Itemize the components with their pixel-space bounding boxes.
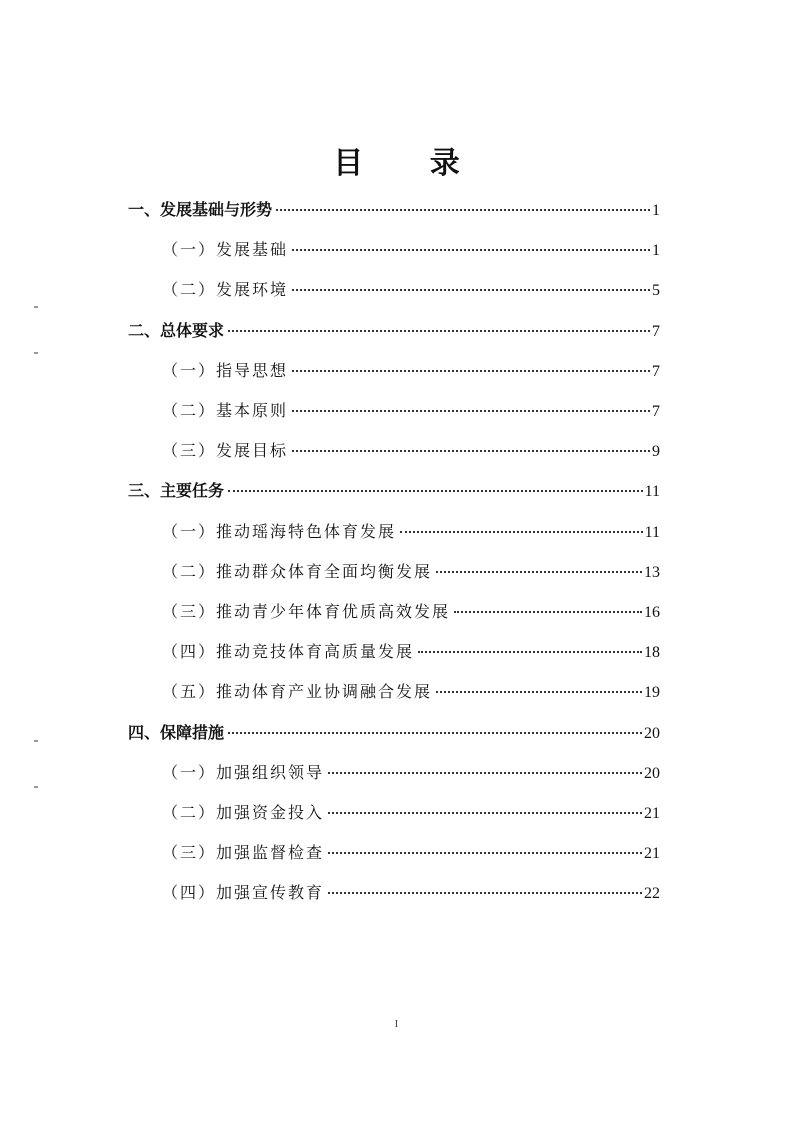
toc-entry-page: 20 — [644, 724, 660, 742]
toc-entry[interactable] — [162, 841, 660, 865]
toc-entry[interactable] — [162, 680, 660, 704]
toc-entry-page: 16 — [644, 604, 660, 621]
dot-leader — [400, 531, 643, 533]
toc-entry-page: 18 — [644, 644, 660, 662]
dot-leader — [292, 370, 650, 372]
toc-entry[interactable] — [162, 640, 660, 664]
toc-entry-label: （二）加强资金投入 — [162, 803, 325, 822]
toc-entry-label: （一）发展基础 — [162, 240, 289, 260]
scan-artifact — [34, 740, 38, 742]
toc-entry-label: （一）加强组织领导 — [162, 762, 325, 782]
toc-entry[interactable] — [162, 560, 660, 584]
dot-leader — [436, 691, 642, 693]
toc-entry-page: 22 — [644, 885, 660, 903]
scan-artifact — [34, 306, 38, 308]
toc-entry[interactable] — [162, 359, 660, 383]
dot-leader — [292, 289, 650, 291]
toc-entry-page: 9 — [652, 443, 660, 461]
dot-leader — [292, 410, 650, 412]
toc-entry-label: 二、总体要求 — [128, 320, 225, 340]
toc-entry[interactable] — [128, 721, 660, 745]
toc-entry[interactable] — [162, 520, 660, 544]
dot-leader — [454, 611, 642, 613]
toc-entry-label: （二）推动群众体育全面均衡发展 — [162, 561, 433, 581]
toc-entry-label: （四）加强宣传教育 — [162, 883, 325, 903]
page-title: 目 录 — [333, 146, 488, 181]
scan-artifact — [34, 352, 38, 354]
dot-leader — [328, 892, 642, 894]
dot-leader — [228, 490, 643, 492]
toc-entry-page: 11 — [644, 523, 660, 541]
toc-entry-page: 5 — [652, 282, 660, 300]
dot-leader — [292, 249, 650, 251]
toc-entry-label: （三）推动青少年体育优质高效发展 — [162, 602, 451, 621]
dot-leader — [328, 852, 642, 854]
toc-entry[interactable] — [162, 439, 660, 463]
toc-entry-label: （二）发展环境 — [162, 280, 289, 300]
dot-leader — [328, 772, 642, 774]
toc-entry-label: （五）推动体育产业协调融合发展 — [162, 682, 433, 702]
toc-entry-label: （三）加强监督检查 — [162, 843, 325, 863]
toc-entry-page: 21 — [644, 845, 660, 863]
dot-leader — [328, 812, 642, 814]
toc-entry-label: （四）推动竞技体育高质量发展 — [162, 642, 415, 662]
dot-leader — [228, 330, 650, 332]
toc-entry-label: （二）基本原则 — [162, 401, 289, 420]
toc-entry-page: 7 — [652, 322, 660, 340]
toc-entry-page: 7 — [652, 362, 660, 380]
dot-leader — [292, 450, 650, 452]
toc-entry[interactable] — [162, 881, 660, 905]
toc-entry[interactable] — [162, 761, 660, 785]
toc-entry-label: 三、主要任务 — [128, 481, 225, 501]
toc-entry[interactable] — [162, 278, 660, 302]
toc-entry[interactable] — [162, 801, 660, 825]
toc-entry-page: 20 — [644, 764, 660, 782]
scan-artifact — [34, 786, 38, 788]
toc-entry-page: 1 — [652, 242, 660, 260]
toc-entry-label: 一、发展基础与形势 — [128, 200, 273, 219]
dot-leader — [276, 209, 650, 211]
toc-entry[interactable] — [128, 198, 660, 222]
toc-entry-page: 11 — [644, 483, 660, 501]
dot-leader — [228, 732, 642, 734]
toc-entry[interactable] — [162, 600, 660, 624]
dot-leader — [436, 571, 642, 573]
toc-entry-page: 19 — [644, 684, 660, 702]
toc-entry-page: 21 — [644, 805, 660, 822]
toc-entry[interactable] — [128, 479, 660, 503]
toc-entry-page: 1 — [652, 202, 660, 219]
toc-entry-label: （三）发展目标 — [162, 441, 289, 461]
dot-leader — [418, 651, 642, 653]
toc-entry[interactable] — [162, 238, 660, 262]
toc-entry[interactable] — [128, 319, 660, 343]
page-number: I — [394, 1018, 399, 1030]
toc-entry-label: （一）指导思想 — [162, 360, 289, 380]
toc-entry-label: （一）推动瑶海特色体育发展 — [162, 521, 397, 541]
toc-entry-page: 13 — [644, 563, 660, 581]
toc-entry-page: 7 — [652, 403, 660, 420]
toc-entry[interactable] — [162, 399, 660, 423]
toc-entry-label: 四、保障措施 — [128, 722, 225, 742]
